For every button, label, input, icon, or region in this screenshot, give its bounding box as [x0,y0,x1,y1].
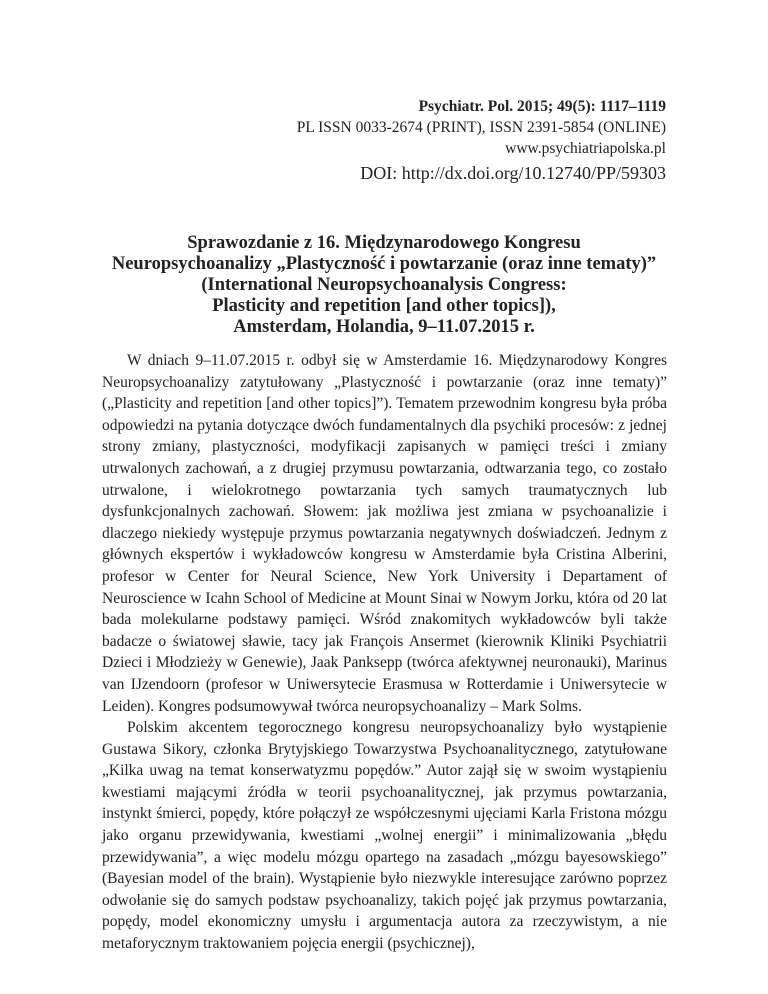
journal-website: www.psychiatriapolska.pl [505,140,666,157]
article-body [102,350,667,955]
doi-line: DOI: http://dx.doi.org/10.12740/PP/59303 [360,163,666,183]
title-line: Sprawozdanie z 16. Międzynarodowego Kongresu [187,233,581,253]
journal-header [297,96,666,185]
title-line: Neuropsychoanalizy „Plastyczność i powtarzanie (oraz inne tematy)” [111,254,657,274]
paragraph: Polskim akcentem tegorocznego kongresu neuropsychoanalizy było wystąpienie Gustawa Sikory, członka Brytyjskiego Towarzystwa Psychoanalitycznego, zatytułowane „Kilka uwag na temat konserwatyzmu popędów.” Autor zajął się w swoim wystąpieniu kwestiami mającymi źródła w teorii psychoanalitycznej, jak przymus powtarzania, instynkt śmierci, popędy, które połączył ze współczesnymi ujęciami Karla Fristona mózgu jako organu przewidywania, kwestiami „wolnej energii” i minimalizowania „błędu przewidywania”, a więc modelu mózgu opartego na zasadach „mózgu bayesowskiego” (Bayesian model of the brain). Wystąpienie było niezwykle interesujące zarówno poprzez odwołanie się do samych podstaw psychoanalizy, takich pojęć jak przymus powtarzania, popędy, model ekonomiczny umysłu i argumentacja autora za rzeczywistym, a nie metaforycznym traktowaniem pojęcia energii (psychicznej), [102,719,667,953]
title-line: Plasticity and repetition [and other topics]), [212,296,556,316]
journal-citation: Psychiatr. Pol. 2015; 49(5): 1117–1119 [418,98,666,115]
title-line: Amsterdam, Holandia, 9–11.07.2015 r. [233,317,535,337]
issn-line: PL ISSN 0033-2674 (PRINT), ISSN 2391-5854 (ONLINE) [296,119,666,136]
article-title [80,233,688,338]
title-line: (International Neuropsychoanalysis Congress: [201,275,567,295]
paragraph: W dniach 9–11.07.2015 r. odbył się w Amsterdamie 16. Międzynarodowy Kongres Neuropsychoanalizy zatytułowany „Plastyczność i powtarzanie (oraz inne tematy)” („Plasticity and repetition [and other topics]”). Tematem przewodnim kongresu była próba odpowiedzi na pytania dotyczące dwóch fundamentalnych dla psychiki procesów: z jednej strony zmiany, plastyczności, modyfikacji zapisanych w pamięci treści i zmiany utrwalonych zachowań, a z drugiej przymusu powtarzania, odtwarzania tego, co zostało utrwalone, i wielokrotnego powtarzania tych samych traumatycznych lub dysfunkcjonalnych zachowań. Słowem: jak możliwa jest zmiana w psychoanalizie i dlaczego niekiedy występuje przymus powtarzania negatywnych doświadczeń. Jednym z głównych ekspertów i wykładowców kongresu w Amsterdamie była Cristina Alberini, profesor w Center for Neural Science, New York University i Departament of Neuroscience w Icahn School of Medicine at Mount Sinai w Nowym Jorku, która od 20 lat bada molekularne podstawy pamięci. Wśród znakomitych wykładowców byli także badacze o światowej sławie, tacy jak François Ansermet (kierownik Kliniki Psychiatrii Dzieci i Młodzieży w Genewie), Jaak Panksepp (twórca afektywnej neuronauki), Marinus van IJzendoorn (profesor w Uniwersytecie Erasmusa w Rotterdamie i Uniwersytecie w Leiden). Kongres podsumowywał twórca neuropsychoanalizy – Mark Solms. [102,352,667,715]
